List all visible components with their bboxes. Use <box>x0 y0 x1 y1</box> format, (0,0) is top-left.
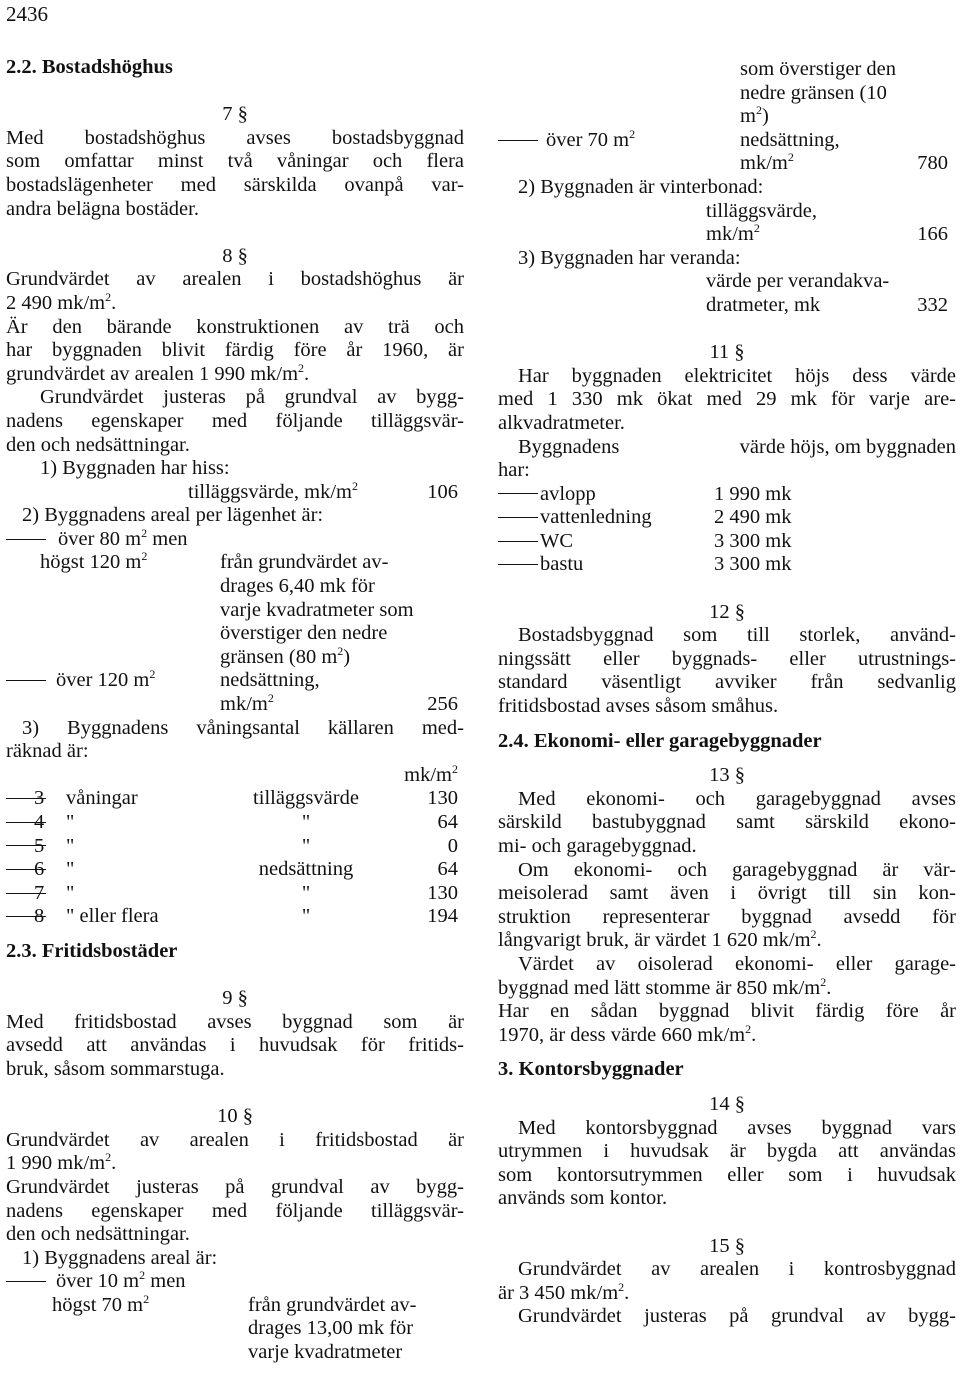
paragraph-7-number: 7 § <box>222 103 248 126</box>
dash-mark <box>498 541 538 542</box>
veranda-value: dratmeter, mk 332 <box>706 293 948 316</box>
section-heading-2-4: 2.4. Ekonomi- eller garagebyggnader <box>498 729 822 752</box>
text-line: Värdet av oisolerad ekonomi- eller garage- <box>518 952 956 975</box>
floor-word: " eller flera <box>66 905 159 928</box>
amenities-list <box>498 483 956 577</box>
table-row <box>6 835 464 859</box>
floor-value: 194 <box>427 905 458 928</box>
item-2-line: 2) Byggnadens areal per lägenhet är: <box>22 504 324 527</box>
floor-count: 4 <box>34 811 45 833</box>
amenity-value: 2 490 mk <box>714 506 792 529</box>
text-line: struktion representerar byggnad avsedd för <box>498 905 956 928</box>
text-line: standard väsentligt avviker från sedvanlig <box>498 671 956 694</box>
floor-value: 130 <box>427 881 458 904</box>
text-line: räknad är: <box>6 740 89 763</box>
text-line: den och nedsättningar. <box>6 1223 190 1246</box>
text-line: Byggnadens värde höjs, om byggnaden <box>518 435 956 458</box>
list-item <box>498 483 956 507</box>
list-item <box>498 553 956 577</box>
list-item <box>498 506 956 530</box>
text-line: långvarigt bruk, är värdet 1 620 $mk/m^2$. <box>498 927 822 952</box>
item-2-row-b: högst 120 $m^2$ från grundvärdet av- <box>40 549 389 574</box>
text-line: Grundvärdet justeras på grundval av bygg- <box>40 386 464 409</box>
floor-kind: " <box>301 834 311 857</box>
dash-mark <box>6 539 46 540</box>
floor-word: " <box>66 881 75 904</box>
section-heading-3: 3. Kontorsbyggnader <box>498 1058 684 1081</box>
text-line: Grundvärdet av arealen i bostadshöghus är <box>6 268 464 291</box>
text-line: varje kvadratmeter <box>248 1341 403 1364</box>
text-line: Med kontorsbyggnad avses byggnad vars <box>518 1116 956 1139</box>
text-line: nedre gränsen (10 <box>740 81 887 104</box>
item-3-line: 3) Byggnadens våningsantal källaren med- <box>22 716 464 739</box>
text-line: Med fritidsbostad avses byggnad som är <box>6 1010 464 1033</box>
text-line: meisolerad samt även i övrigt till sin kon- <box>498 882 956 905</box>
text-line: andra belägna bostäder. <box>6 197 199 220</box>
text-line: mi- och garagebyggnad. <box>498 835 697 857</box>
text-line: värde per verandakva- <box>706 270 890 293</box>
text-line: 1970, är dess värde 660 $mk/m^2$. <box>498 1021 757 1046</box>
dash-mark <box>498 517 538 518</box>
text-line: bruk, såsom sommarstuga. <box>6 1057 225 1080</box>
text-line: som överstiger den <box>740 58 896 80</box>
floor-kind: nedsättning <box>258 858 354 881</box>
list-item <box>498 530 956 554</box>
floor-kind: tilläggsvärde <box>253 787 359 810</box>
paragraph-15-number: 15 § <box>709 1234 745 1257</box>
text-line: som omfattar minst två våningar och flera <box>6 150 464 173</box>
text-line: 2 490 $mk/m^2$. <box>6 290 117 314</box>
text-line: Har byggnaden elektricitet höjs dess värde <box>518 364 956 387</box>
floor-kind: " <box>301 811 311 833</box>
amenity-value: 1 990 mk <box>714 482 792 505</box>
text-line: 2) Byggnaden är vinterbonad: <box>518 175 764 198</box>
text-line: har: <box>498 459 530 482</box>
area-item-line: 1) Byggnadens areal är: <box>22 1246 218 1269</box>
paragraph-8-number: 8 § <box>222 244 248 267</box>
text-line: är 3 450 $mk/m^2$. <box>498 1279 630 1304</box>
text-line: överstiger den nedre <box>220 622 388 645</box>
item-1-line: 1) Byggnaden har hiss: <box>40 457 230 480</box>
paragraph-10-number: 10 § <box>217 1105 253 1128</box>
text-line: drages 13,00 mk för <box>248 1317 414 1340</box>
over-70-value: $mk/m^2$ 780 <box>740 150 948 175</box>
dash-mark <box>498 493 538 494</box>
floor-count: 8 <box>34 905 45 928</box>
text-line: Har en sådan byggnad blivit färdig före år <box>498 1000 956 1023</box>
floor-word: " <box>66 858 75 881</box>
item-2-row-c: över 120 $m^2$ nedsättning, <box>6 669 464 693</box>
text-line: grundvärdet av arealen 1 990 $mk/m^2$. <box>6 360 310 385</box>
text-line: utrymmen i huvudsak är bygda att användas <box>498 1140 956 1163</box>
floor-count: 3 <box>34 787 45 810</box>
floor-word: " <box>66 834 75 857</box>
over-70-row: över 70 $m^2$ nedsättning, <box>498 129 956 153</box>
text-line: drages 6,40 mk för <box>220 575 375 598</box>
text-line: gränsen (80 $m^2$) <box>220 644 351 668</box>
dash-mark <box>6 680 46 681</box>
page-number: 2436 <box>6 2 48 26</box>
table-row <box>6 905 464 929</box>
text-line: Med bostadshöghus avses bostadsbyggnad <box>6 126 464 149</box>
floor-count: 6 <box>34 858 45 881</box>
table-row <box>6 787 464 811</box>
text-line: Grundvärdet justeras på grundval av bygg- <box>6 1175 464 1198</box>
text-line: alkvadratmeter. <box>498 411 625 434</box>
text-line: den och nedsättningar. <box>6 433 190 456</box>
area-row-a: över 10 $m^2$ men <box>6 1270 464 1294</box>
table-row <box>6 882 464 906</box>
text-line: Med ekonomi- och garagebyggnad avses <box>518 787 956 810</box>
text-line: avsedd att användas i huvudsak för fritids- <box>6 1034 464 1057</box>
amenity-value: 3 300 mk <box>714 529 792 552</box>
text-line: med 1 330 mk ökat med 29 mk för varje are- <box>498 388 956 411</box>
amenity-value: 3 300 mk <box>714 553 792 576</box>
text-line: Grundvärdet av arealen i kontrosbyggnad <box>518 1258 956 1281</box>
paragraph-11-number: 11 § <box>709 341 745 364</box>
floors-unit-line: $mk/m^2$ <box>404 761 458 786</box>
text-line: tilläggsvärde, <box>706 199 818 222</box>
floor-value: 0 <box>447 834 458 857</box>
table-row <box>6 858 464 882</box>
floor-value: 64 <box>437 858 458 881</box>
left-column <box>6 56 464 1365</box>
text-line: bostadslägenheter med särskilda ovanpå var- <box>6 173 464 196</box>
right-column <box>498 58 956 1329</box>
text-line: Grundvärdet av arealen i fritidsbostad är <box>6 1128 464 1151</box>
text-line: 1 990 $mk/m^2$. <box>6 1150 117 1175</box>
table-row <box>6 811 464 835</box>
winter-value: $mk/m^2$ 166 <box>706 221 948 246</box>
dash-mark <box>6 1281 46 1282</box>
amenity-name: avlopp <box>540 482 596 505</box>
dash-mark <box>498 140 538 141</box>
floor-word: " <box>66 811 75 833</box>
floor-kind: " <box>301 881 311 904</box>
item-2-row-a: över 80 $m^2$ men <box>6 528 464 552</box>
floor-kind: " <box>301 905 311 928</box>
paragraph-13-number: 13 § <box>709 764 745 787</box>
section-heading-2-3: 2.3. Fritidsbostäder <box>6 939 178 962</box>
text-line: som kontorsutrymmen eller som i huvudsak <box>498 1163 956 1186</box>
item-1-value-line: tilläggsvärde, $mk/m^2$ 106 <box>188 478 458 503</box>
amenity-name: bastu <box>540 553 584 576</box>
text-line: fritidsbostad avses såsom småhus. <box>498 695 779 718</box>
amenity-name: WC <box>540 529 574 552</box>
text-line: Bostadsbyggnad som till storlek, använd- <box>518 624 956 647</box>
text-line: Om ekonomi- och garagebyggnad är vär- <box>518 858 956 881</box>
text-line: varje kvadratmeter som <box>220 598 414 621</box>
paragraph-12-number: 12 § <box>709 600 745 623</box>
floor-value: 130 <box>427 787 458 810</box>
floor-count: 5 <box>34 834 45 857</box>
text-line: Grundvärdet justeras på grundval av bygg- <box>518 1305 956 1328</box>
floors-table <box>6 787 464 929</box>
text-line: nadens egenskaper med följande tilläggsvär- <box>6 1199 464 1222</box>
paragraph-9-number: 9 § <box>222 987 248 1010</box>
floor-value: 64 <box>437 811 458 833</box>
area-row-b: högst 70 $m^2$ från grundvärdet av- <box>52 1292 417 1316</box>
floor-count: 7 <box>34 881 45 904</box>
amenity-name: vattenledning <box>540 506 652 529</box>
text-line: används som kontor. <box>498 1187 668 1210</box>
item-2-row-c-value: $mk/m^2$ 256 <box>220 691 458 716</box>
text-line: har byggnaden blivit färdig före år 1960, är <box>6 339 464 362</box>
text-line: Är den bärande konstruktionen av trä och <box>6 315 464 338</box>
dash-mark <box>498 564 538 565</box>
text-line: nadens egenskaper med följande tilläggsvär- <box>6 409 464 432</box>
floor-word: våningar <box>66 787 138 810</box>
text-line: $m^2$) <box>740 103 769 128</box>
text-line: särskild bastubyggnad samt särskild ekono- <box>498 811 956 834</box>
text-line: byggnad med lätt stomme är 850 $mk/m^2$. <box>498 974 832 999</box>
text-line: 3) Byggnaden har veranda: <box>518 246 741 269</box>
section-heading-2-2: 2.2. Bostadshöghus <box>6 56 173 78</box>
paragraph-14-number: 14 § <box>709 1092 745 1115</box>
text-line: ningssätt eller byggnads- eller utrustnings- <box>498 647 956 670</box>
